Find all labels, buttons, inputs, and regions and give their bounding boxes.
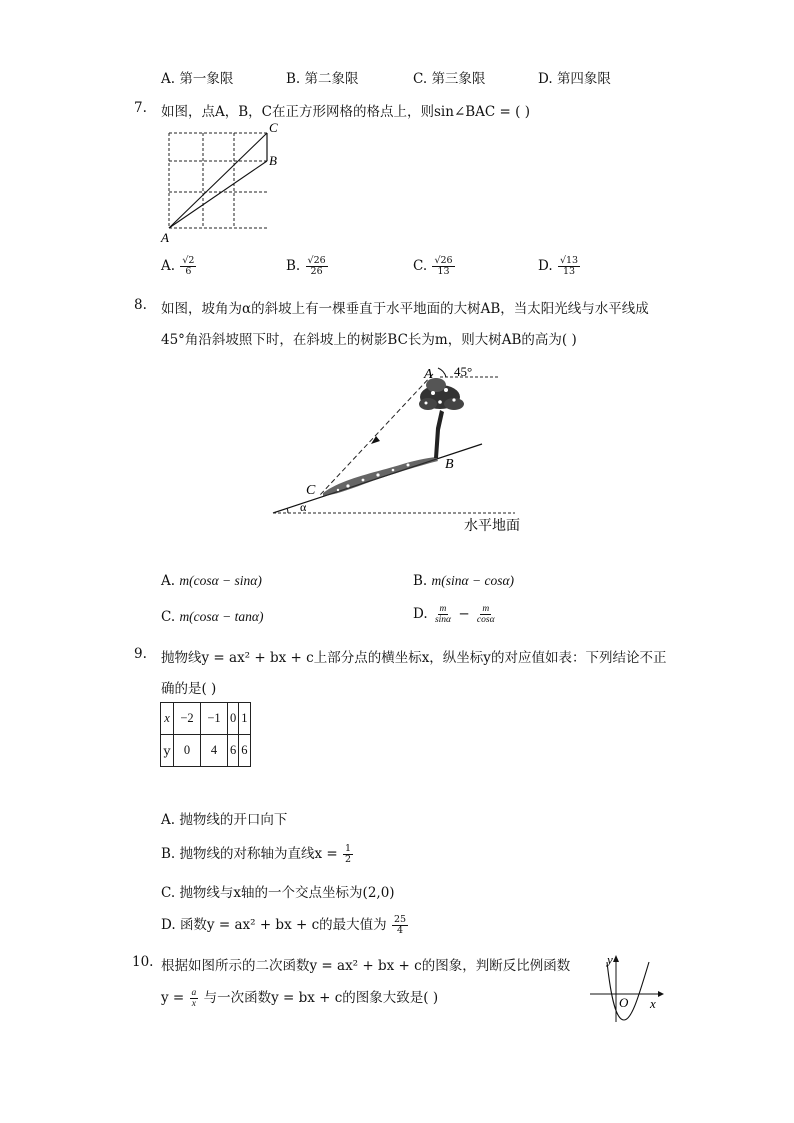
numerator: m (482, 604, 490, 614)
q10-stem-line2 (161, 986, 438, 1009)
segment-ab (169, 161, 267, 228)
q7-option-a[interactable] (161, 256, 197, 277)
q8-option-d[interactable] (413, 604, 498, 625)
option-fraction (392, 915, 408, 936)
tree-trunk (434, 410, 444, 458)
option-letter: A. (161, 573, 176, 589)
numerator: 25 (393, 914, 407, 925)
table-cell: 6 (239, 735, 250, 767)
stem-fraction (190, 988, 199, 1009)
option-fraction (432, 256, 454, 277)
option-letter: C. (413, 71, 428, 87)
alpha-arc (287, 508, 288, 513)
minus-sign: − (458, 606, 470, 622)
denominator: 6 (185, 266, 192, 277)
option-letter: C. (161, 609, 176, 625)
tree-canopy-icon (419, 378, 464, 410)
numerator: √13 (559, 255, 579, 266)
option-fraction (180, 256, 196, 277)
q6-option-d[interactable] (538, 67, 611, 87)
q9-number: 9. (134, 646, 147, 662)
q8-number: 8. (134, 297, 147, 313)
option-letter: B. (413, 573, 428, 589)
option-text: 第一象限 (179, 71, 234, 87)
ray-arrow-icon (371, 436, 380, 444)
option-text: 抛物线与x轴的一个交点坐标为(2,0) (179, 885, 395, 901)
option-text: m(sinα − cosα) (431, 573, 515, 588)
stem-text: y = (161, 990, 189, 1006)
label-y: y (607, 952, 613, 967)
q7-stem: 如图，点A，B，C在正方形网格的格点上，则sin∠BAC = ( ) (161, 104, 530, 120)
label-b: B (269, 153, 277, 168)
option-letter: A. (161, 812, 176, 828)
q9-value-table (160, 702, 251, 767)
option-letter: C. (161, 885, 176, 901)
option-text: 第四象限 (556, 71, 611, 87)
label-x: x (650, 996, 656, 1011)
option-letter: B. (286, 71, 301, 87)
q9-option-d[interactable] (161, 913, 409, 936)
q8-option-b[interactable] (413, 573, 514, 589)
table-cell: −2 (174, 703, 201, 735)
q9-stem-line2: 确的是( ) (161, 681, 217, 697)
q8-option-a[interactable] (161, 573, 262, 589)
option-text: 函数y = ax² + bx + c的最大值为 (179, 917, 387, 933)
denominator: 26 (310, 266, 323, 277)
numerator: 1 (345, 843, 352, 854)
option-fraction (306, 256, 328, 277)
table-cell: 0 (228, 703, 239, 735)
parabola-curve (607, 962, 649, 1020)
q7-grid-figure (158, 120, 288, 248)
label-b: B (445, 457, 454, 472)
table-row-x (161, 703, 251, 735)
denominator: 13 (562, 266, 576, 277)
q6-option-c[interactable] (413, 67, 485, 87)
option-letter: A. (161, 71, 176, 87)
label-a: A (161, 230, 169, 245)
q8-slope-figure (268, 360, 538, 540)
q10-parabola-figure (588, 950, 668, 1024)
option-letter: D. (161, 917, 176, 933)
q7-number: 7. (134, 100, 147, 116)
label-c: C (269, 120, 278, 135)
table-cell: 1 (239, 703, 250, 735)
option-fraction (558, 256, 580, 277)
table-cell: −1 (201, 703, 228, 735)
option-text: 抛物线的开口向下 (179, 812, 288, 828)
q8-stem-line1: 如图，坡角为α的斜坡上有一棵垂直于水平地面的大树AB，当太阳光线与水平线成 (161, 301, 649, 317)
y-axis-arrow-icon (613, 955, 619, 962)
option-letter: A. (161, 258, 176, 274)
option-fraction-1 (433, 604, 453, 625)
q9-option-c[interactable] (161, 881, 395, 901)
q6-option-a[interactable] (161, 67, 233, 87)
option-text: 第三象限 (431, 71, 486, 87)
q9-option-a[interactable] (161, 808, 287, 828)
q9-stem-line1: 抛物线y = ax² + bx + c上部分点的横坐标x，纵坐标y的对应值如表：下列结论不正 (161, 650, 667, 666)
x-axis-arrow-icon (658, 991, 664, 997)
q7-option-d[interactable] (538, 256, 581, 277)
option-text: m(cosα − tanα) (179, 609, 264, 624)
table-cell: 0 (174, 735, 201, 767)
tree-shadow (323, 457, 438, 496)
denominator: 13 (437, 266, 450, 277)
numerator: m (439, 604, 447, 614)
option-letter: C. (413, 258, 428, 274)
option-text: 第二象限 (304, 71, 359, 87)
stem-text: 与一次函数y = bx + c的图象大致是( ) (203, 990, 439, 1006)
denominator: x (191, 999, 197, 1009)
q10-number: 10. (132, 954, 154, 970)
label-c: C (306, 483, 316, 498)
q7-option-b[interactable] (286, 256, 329, 277)
q8-option-c[interactable] (161, 609, 263, 625)
numerator: √2 (182, 255, 195, 266)
option-letter: D. (538, 71, 553, 87)
q8-stem-line2: 45°角沿斜坡照下时，在斜坡上的树影BC长为m，则大树AB的高为( ) (161, 332, 577, 348)
denominator: sinα (434, 615, 452, 625)
option-text: 抛物线的对称轴为直线x = (179, 846, 343, 862)
option-letter: D. (413, 606, 428, 622)
option-letter: B. (286, 258, 301, 274)
q7-option-c[interactable] (413, 256, 456, 277)
denominator: cosα (476, 615, 495, 625)
option-fraction (343, 844, 353, 865)
label-angle-45: 45° (454, 364, 473, 379)
denominator: 4 (396, 925, 403, 936)
table-cell: 4 (201, 735, 228, 767)
table-cell: y (161, 735, 174, 767)
numerator: a (191, 988, 197, 998)
q9-option-b[interactable] (161, 842, 354, 865)
option-letter: D. (538, 258, 553, 274)
option-fraction-2 (475, 604, 497, 625)
q10-stem-line1: 根据如图所示的二次函数y = ax² + bx + c的图象，判断反比例函数 (161, 958, 571, 974)
label-a: A (424, 367, 433, 382)
option-text: m(cosα − sinα) (179, 573, 262, 588)
numerator: √26 (307, 255, 326, 266)
q6-option-b[interactable] (286, 67, 359, 87)
angle-45-arc (438, 368, 446, 377)
table-cell: 6 (228, 735, 239, 767)
segment-ac (169, 133, 267, 228)
label-alpha: α (300, 500, 307, 514)
table-row-y (161, 735, 251, 767)
numerator: √26 (434, 255, 453, 266)
label-o: O (619, 995, 629, 1010)
table-cell: x (161, 703, 174, 735)
option-letter: B. (161, 846, 176, 862)
denominator: 2 (345, 854, 352, 865)
label-ground: 水平地面 (464, 518, 520, 534)
